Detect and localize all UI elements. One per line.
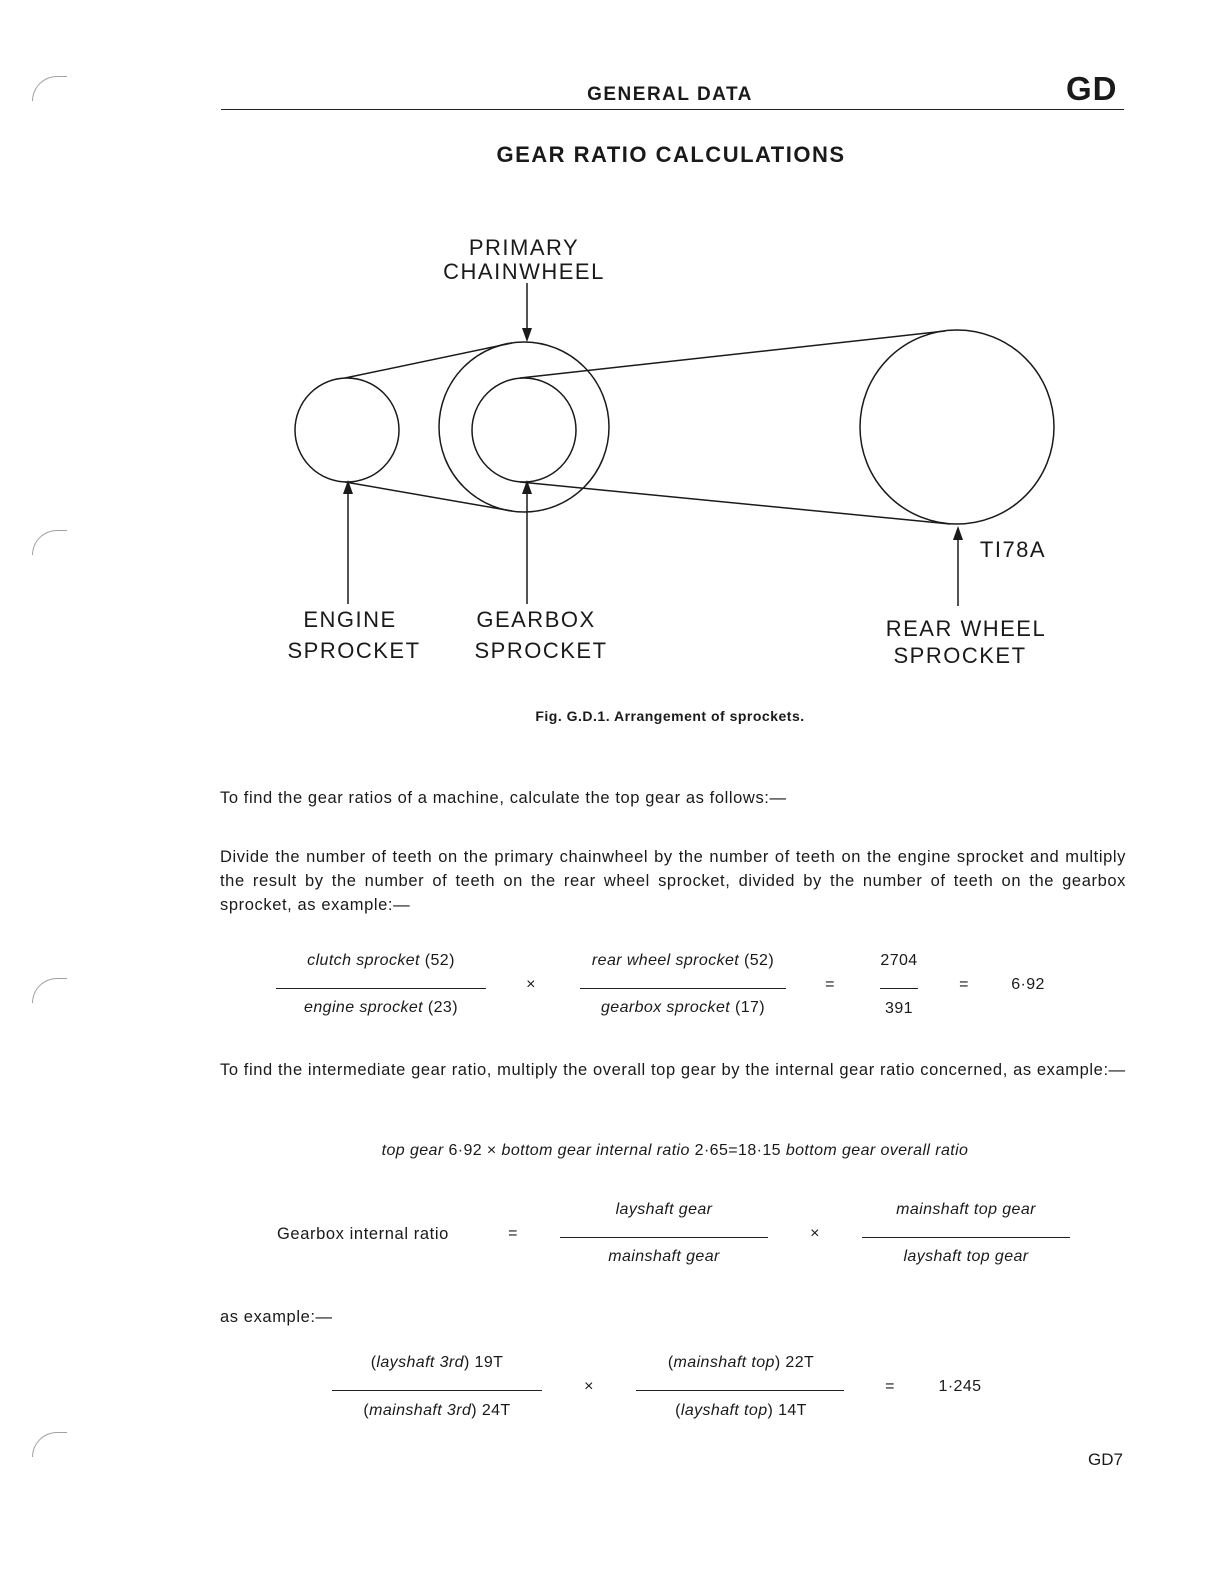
- eq3-label: Gearbox internal ratio: [277, 1225, 449, 1243]
- primary-chainwheel-circle: [439, 342, 609, 512]
- label-engine-line1: ENGINE: [303, 607, 397, 632]
- label-engine-line2: SPROCKET: [287, 638, 421, 663]
- punch-mark: [32, 978, 67, 1003]
- paragraph-intermediate: To find the intermediate gear ratio, multiply the overall top gear by the internal gear ratio concerned, as example:—: [220, 1061, 1126, 1079]
- label-gearbox-line2: SPROCKET: [474, 638, 608, 663]
- eq1-denominator-1: engine sprocket (23): [304, 999, 458, 1016]
- arrowhead-primary: [522, 328, 532, 342]
- rear-wheel-sprocket-circle: [860, 330, 1054, 524]
- eq4-denominator-2: (layshaft top) 14T: [675, 1402, 807, 1419]
- figure-ref-code: TI78A: [979, 537, 1047, 562]
- eq1-denominator-2: gearbox sprocket (17): [600, 999, 766, 1016]
- eq4-result: 1·245: [938, 1378, 982, 1395]
- eq1-denominator-3: 391: [885, 1000, 913, 1017]
- rear-chain-top: [520, 331, 945, 378]
- eq3-fraction-line-1: [560, 1237, 768, 1238]
- eq1-equals-1: =: [825, 976, 835, 993]
- eq4-fraction-line-2: [636, 1390, 844, 1391]
- eq1-times: ×: [526, 976, 536, 993]
- engine-sprocket-circle: [295, 378, 399, 482]
- eq3-numerator-1: layshaft gear: [615, 1201, 713, 1218]
- page-number: GD7: [1088, 1450, 1123, 1469]
- eq4-times: ×: [584, 1378, 594, 1395]
- eq3-equals: =: [508, 1225, 518, 1242]
- eq3-denominator-2: layshaft top gear: [903, 1248, 1029, 1265]
- eq1-equals-2: =: [959, 976, 969, 993]
- eq1-numerator-2: rear wheel sprocket (52): [591, 952, 775, 969]
- eq3-times: ×: [810, 1225, 820, 1242]
- label-rear-line1: REAR WHEEL: [885, 616, 1047, 641]
- eq3-denominator-1: mainshaft gear: [608, 1248, 720, 1265]
- arrowhead-rear: [953, 526, 963, 540]
- eq4-fraction-line-1: [332, 1390, 542, 1391]
- eq4-numerator-2: (mainshaft top) 22T: [667, 1354, 815, 1371]
- primary-chain-bottom: [345, 482, 512, 511]
- paragraph-method: Divide the number of teeth on the primary chainwheel by the number of teeth on the engine sprocket and multiply the result by the number of teeth on the rear wheel sprocket, divided by the number of teeth on the gearbox sprocket, as example:—: [220, 848, 1126, 914]
- header-code: GD: [1066, 70, 1118, 107]
- page-title: GEAR RATIO CALCULATIONS: [496, 142, 846, 167]
- label-gearbox-line1: GEARBOX: [476, 607, 596, 632]
- eq1-fraction-line-2: [580, 988, 786, 989]
- figure-caption: Fig. G.D.1. Arrangement of sprockets.: [535, 708, 805, 724]
- eq1-numerator-1: clutch sprocket (52): [307, 952, 455, 969]
- eq4-numerator-1: (layshaft 3rd) 19T: [370, 1354, 504, 1371]
- gearbox-sprocket-circle: [472, 378, 576, 482]
- eq1-fraction-line-3: [880, 988, 918, 989]
- eq4-equals: =: [885, 1378, 895, 1395]
- primary-chain-top: [345, 343, 512, 378]
- sprocket-diagram: [0, 0, 1214, 700]
- header-title: GENERAL DATA: [587, 84, 753, 105]
- eq4-denominator-1: (mainshaft 3rd) 24T: [363, 1402, 511, 1419]
- eq1-numerator-3: 2704: [880, 952, 918, 969]
- label-primary-line1: PRIMARY: [468, 235, 580, 260]
- as-example-label: as example:—: [220, 1308, 333, 1326]
- label-rear-line2: SPROCKET: [893, 643, 1027, 668]
- punch-mark: [32, 1432, 67, 1457]
- eq2-line: top gear 6·92 × bottom gear internal ratio 2·65=18·15 bottom gear overall ratio: [381, 1142, 969, 1159]
- eq3-fraction-line-2: [862, 1237, 1070, 1238]
- eq3-numerator-2: mainshaft top gear: [896, 1201, 1036, 1218]
- eq1-fraction-line-1: [276, 988, 486, 989]
- paragraph-intro: To find the gear ratios of a machine, calculate the top gear as follows:—: [220, 789, 787, 807]
- rear-chain-bottom: [520, 482, 950, 524]
- label-primary-line2: CHAINWHEEL: [443, 259, 605, 284]
- eq1-result: 6·92: [1011, 976, 1045, 993]
